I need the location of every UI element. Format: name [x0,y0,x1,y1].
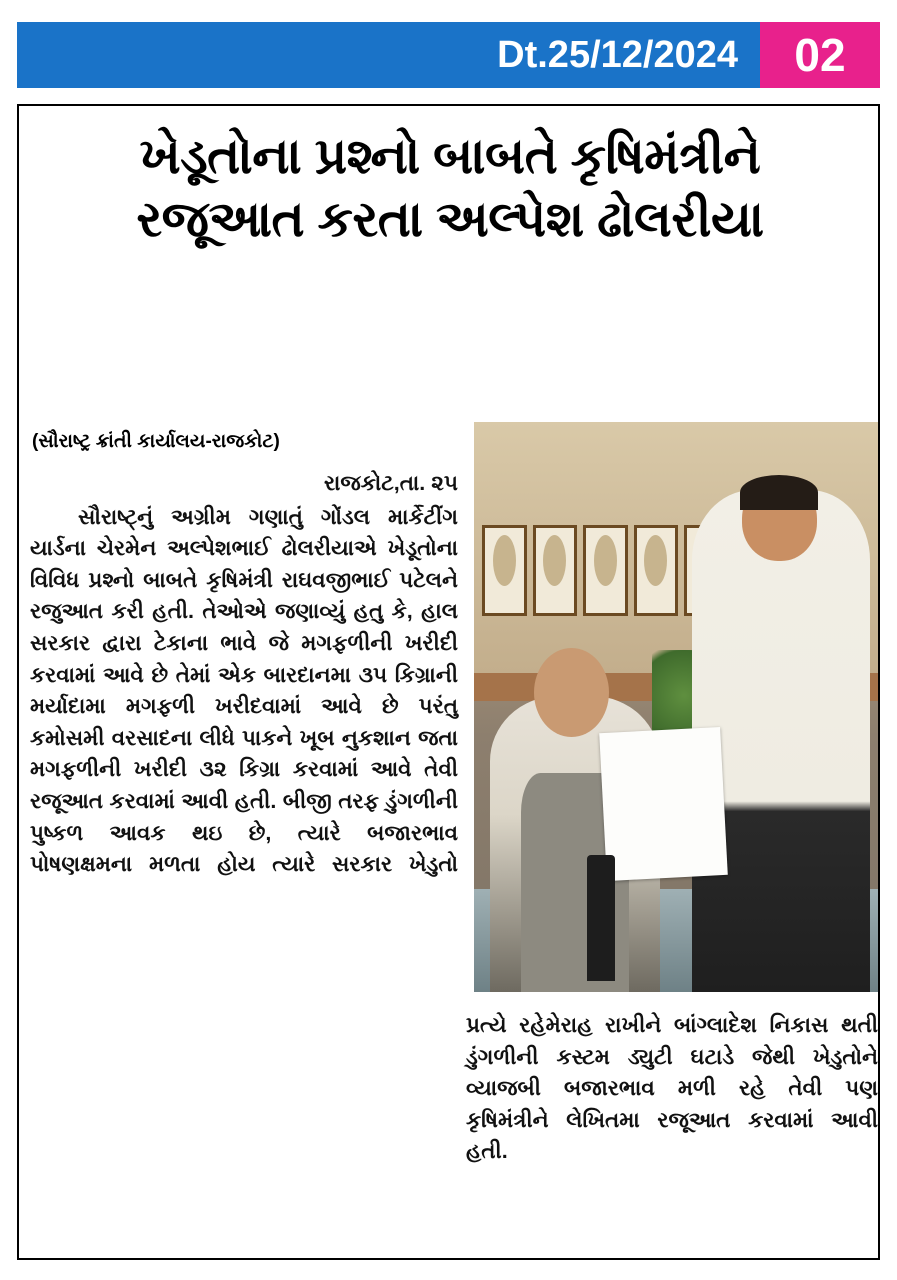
wall-frame [583,525,627,616]
article-column-left [30,468,458,881]
article-column-right [466,1010,878,1168]
byline: (સૌરાષ્ટ્ર ક્રાંતી કાર્યાલય-રાજકોટ) [32,431,280,452]
article-body-left: સૌરાષ્ટ્નું અગ્રીમ ગણાતું ગોંડલ માર્કેટીંગ યાર્ડના ચેરમેન અલ્પેશભાઈ ઢોલરીયાએ ખેડૂતોના વિવિધ પ્રશ્નો બાબતે કૃષિમંત્રી રાઘવજીભાઈ પટેલને રજુઆત કરી હતી. તેઓએ જણાવ્યું હતુ કે, હાલ સરકાર દ્વારા ટેકાના ભાવે જે મગફળીની ખરીદી કરવામાં આવે છે તેમાં એક બારદાનમા ૩૫ કિગ્રાની મર્યાદામા મગફળી ખરીદવામાં આવે છે પરંતુ કમોસમી વરસાદના લીધે પાકને ખૂબ નુકશાન જતા મગફળીની ખરીદી ૩૨ કિગ્રા કરવામાં આવે તેવી રજૂઆત કરવામાં આવી હતી. બીજી તરફ ડુંગળીની પુષ્કળ આવક થઇ છે, ત્યારે બજારભાવ પોષણક્ષમના મળતા હોય ત્યારે સરકાર ખેડુતો [30,504,458,877]
headline-line-2: રજૂઆત કરતા અલ્પેશ ઢોલરીયા [136,191,764,247]
divider-left [17,104,19,1260]
divider-top [17,104,880,106]
wall-frame [634,525,678,616]
divider-bottom [17,1258,880,1260]
wall-frame [533,525,577,616]
headline [30,125,870,251]
publication-date: Dt.25/12/2024 [497,34,738,76]
photo-scene [474,422,878,992]
photo-person-standing-hair [740,475,818,510]
divider-right [878,104,880,1260]
wall-frame [482,525,526,616]
photo-person-seated-head [534,648,609,737]
masthead-bar [17,22,880,88]
article-body-right: પ્રત્યે રહેમેરાહ રાખીને બાંગ્લાદેશ નિકાસ થતી ડુંગળીની કસ્ટમ ડ્યુટી ઘટાડે જેથી ખેડુતોને વ્યાજબી બજારભાવ મળી રહે તેવી પણ કૃષિમંત્રીને લેખિતમા રજૂઆત કરવામાં આવી હતી. [466,1013,878,1164]
photo-document [599,727,728,881]
photo-microphone [587,855,615,980]
dateline: રાજકોટ,તા. ૨૫ [324,471,458,495]
headline-line-1: ખેડૂતોના પ્રશ્નો બાબતે કૃષિમંત્રીને [139,128,761,184]
page-number-badge [760,22,880,88]
article-photo [474,422,878,992]
page-number: 02 [794,29,846,81]
masthead-date-area [17,22,760,88]
